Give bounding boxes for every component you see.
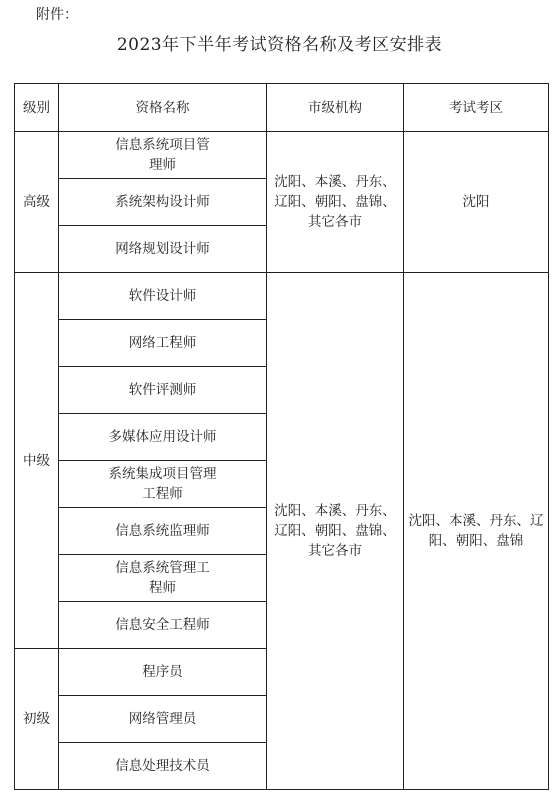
qualification-name: 软件设计师 <box>59 273 267 320</box>
level-cell-mid: 中级 <box>15 273 59 649</box>
header-row <box>15 84 549 132</box>
qualification-name: 网络管理员 <box>59 696 267 743</box>
city-org-cell-mid: 沈阳、本溪、丹东、辽阳、朝阳、盘锦、其它各市 <box>267 273 404 790</box>
exam-region-cell-senior: 沈阳 <box>404 132 549 273</box>
header-level: 级别 <box>15 84 59 132</box>
exam-region-cell-mid: 沈阳、本溪、丹东、辽阳、朝阳、盘锦 <box>404 273 549 790</box>
qualification-name: 信息系统监理师 <box>59 508 267 555</box>
qualification-name: 系统集成项目管理工程师 <box>59 461 267 508</box>
table-row <box>15 273 549 320</box>
qualification-name: 信息处理技术员 <box>59 743 267 790</box>
qualification-name: 信息系统管理工程师 <box>59 555 267 602</box>
table-row <box>15 132 549 179</box>
attachment-label: 附件： <box>36 7 78 23</box>
city-org-cell-senior: 沈阳、本溪、丹东、辽阳、朝阳、盘锦、其它各市 <box>267 132 404 273</box>
qualification-name: 信息系统项目管理师 <box>59 132 267 179</box>
qualification-name: 网络工程师 <box>59 320 267 367</box>
level-cell-junior: 初级 <box>15 649 59 790</box>
header-exam-region: 考试考区 <box>404 84 549 132</box>
qualification-name: 多媒体应用设计师 <box>59 414 267 461</box>
qualification-name: 系统架构设计师 <box>59 179 267 226</box>
header-city-org: 市级机构 <box>267 84 404 132</box>
header-qualification: 资格名称 <box>59 84 267 132</box>
exam-arrangement-table <box>14 83 549 790</box>
qualification-name: 软件评测师 <box>59 367 267 414</box>
qualification-name: 程序员 <box>59 649 267 696</box>
page-title: 2023年下半年考试资格名称及考区安排表 <box>116 35 443 55</box>
level-cell-senior: 高级 <box>15 132 59 273</box>
qualification-name: 网络规划设计师 <box>59 226 267 273</box>
qualification-name: 信息安全工程师 <box>59 602 267 649</box>
